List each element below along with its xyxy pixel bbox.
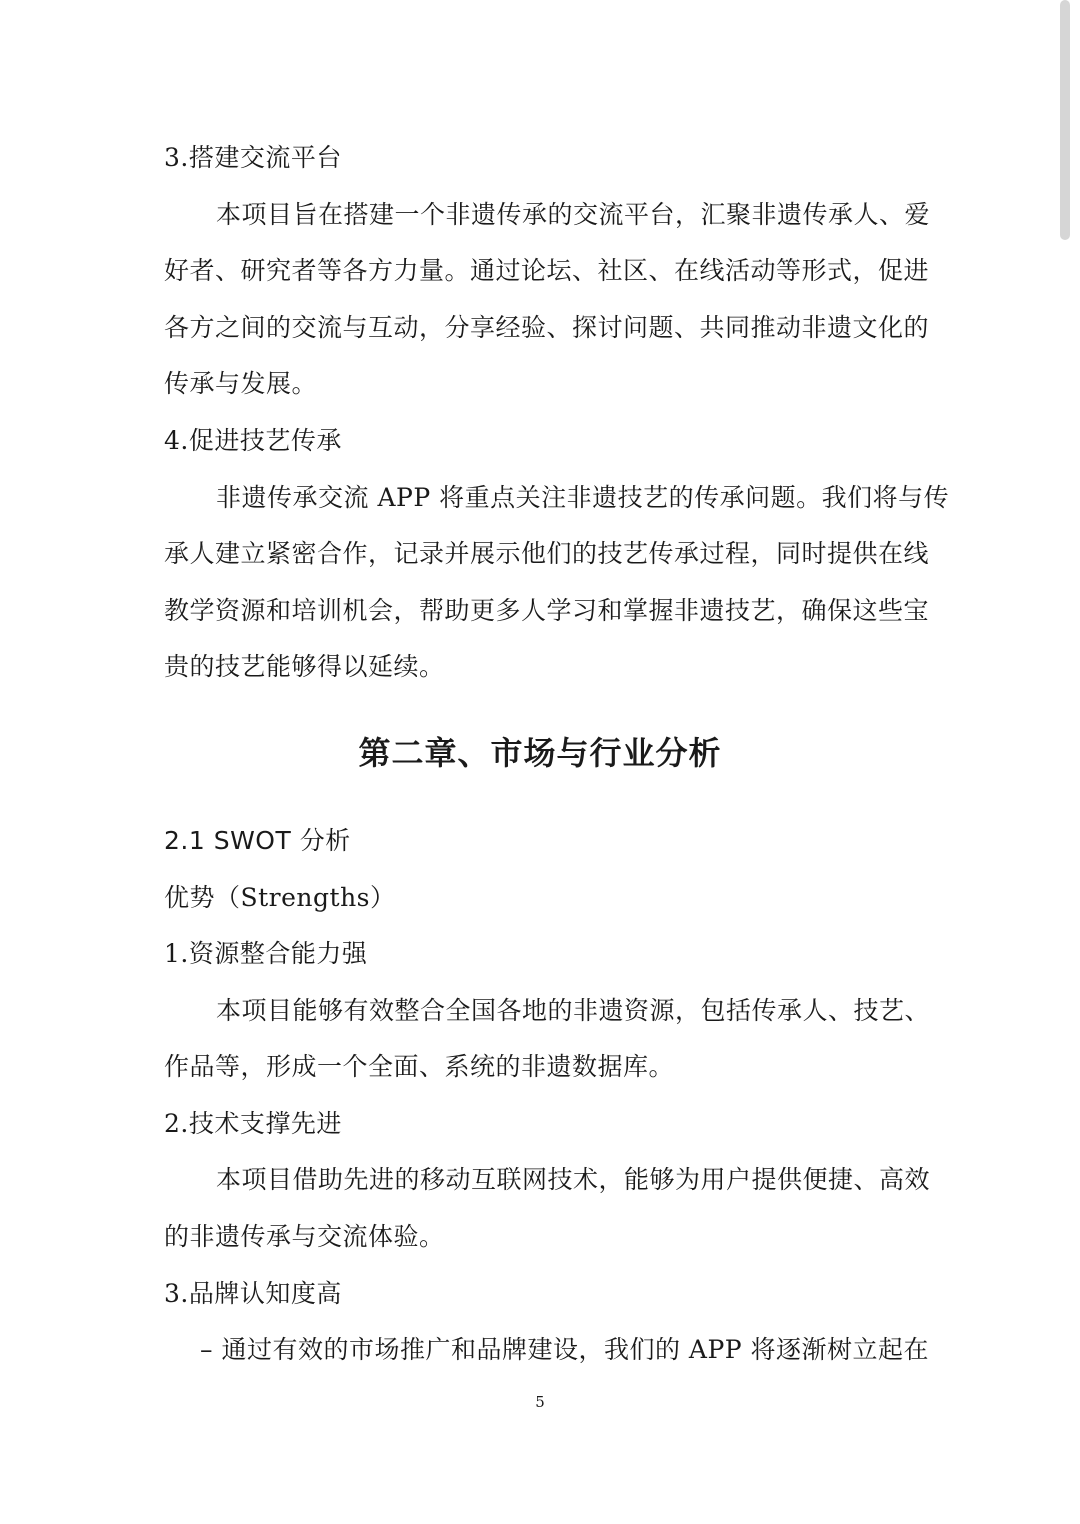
paragraph-line: 非遗传承交流 APP 将重点关注非遗技艺的传承问题。我们将与传 [216,483,950,512]
paragraph-line: 贵的技艺能够得以延续。 [164,652,445,681]
paragraph-line: 本项目能够有效整合全国各地的非遗资源，包括传承人、技艺、 [216,996,931,1025]
strengths-heading: 优势（Strengths） [164,883,396,912]
chapter-title: 第二章、市场与行业分析 [358,734,722,772]
subheading-4: 4.促进技艺传承 [164,426,342,455]
page-number: 5 [535,1393,545,1411]
subheading-2: 2.技术支撑先进 [164,1109,342,1138]
paragraph-line: 教学资源和培训机会，帮助更多人学习和掌握非遗技艺，确保这些宝 [164,596,930,625]
paragraph-line: 传承与发展。 [164,369,318,398]
paragraph-line: 承人建立紧密合作，记录并展示他们的技艺传承过程，同时提供在线 [164,539,930,568]
paragraph-line: 本项目借助先进的移动互联网技术，能够为用户提供便捷、高效 [216,1165,931,1194]
subheading-3b: 3.品牌认知度高 [164,1279,342,1308]
subheading-3: 3.搭建交流平台 [164,143,342,172]
paragraph-line: 本项目旨在搭建一个非遗传承的交流平台，汇聚非遗传承人、爱 [216,200,931,229]
paragraph-line: 的非遗传承与交流体验。 [164,1222,445,1251]
paragraph-line: 各方之间的交流与互动，分享经验、探讨问题、共同推动非遗文化的 [164,313,930,342]
paragraph-line: 作品等，形成一个全面、系统的非遗数据库。 [164,1052,675,1081]
paragraph-line: 好者、研究者等各方力量。通过论坛、社区、在线活动等形式，促进 [164,256,930,285]
section-title: 2.1 SWOT 分析 [164,826,351,855]
bullet-line: – 通过有效的市场推广和品牌建设，我们的 APP 将逐渐树立起在 [200,1335,930,1364]
scrollbar-thumb[interactable] [1060,0,1070,240]
subheading-1: 1.资源整合能力强 [164,939,368,968]
